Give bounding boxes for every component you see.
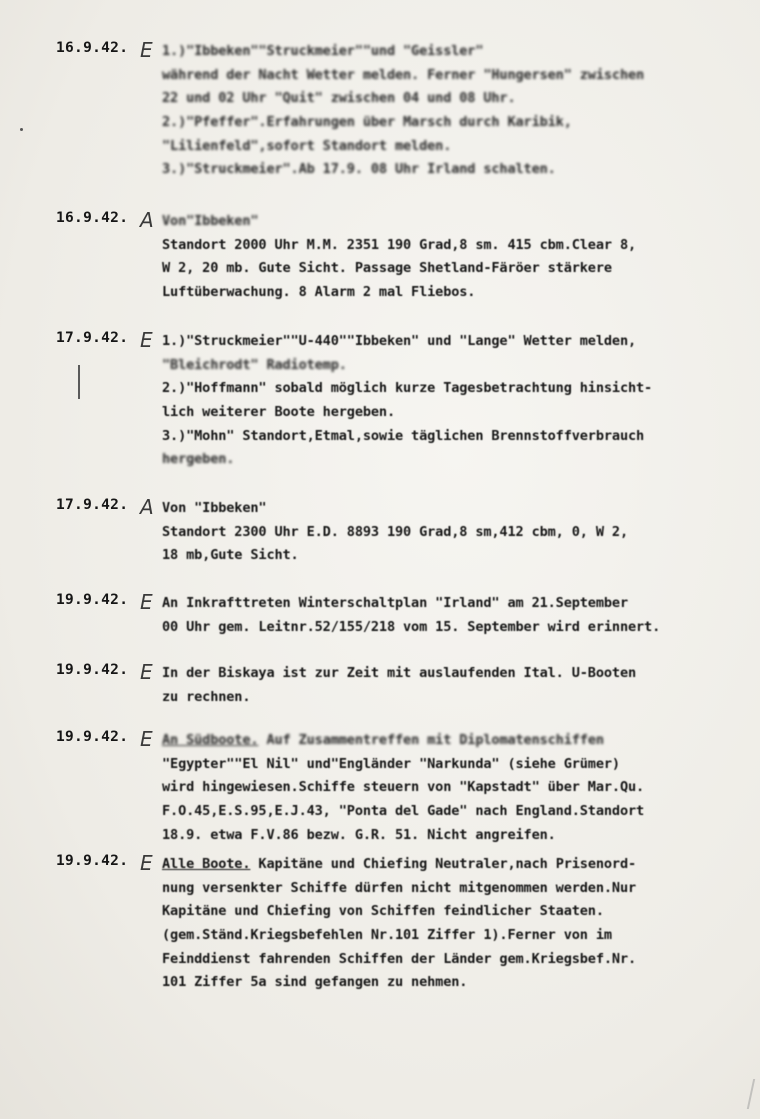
page-corner-fold: [727, 1079, 755, 1109]
entry-date: 16.9.42.: [56, 40, 129, 56]
text-line: während der Nacht Wetter melden. Ferner "Hungersen" zwischen: [162, 66, 645, 83]
text-line: 1.)"Struckmeier""U-440""Ibbeken" und "Lange" Wetter melden,: [162, 333, 637, 349]
entry-direction-mark: E: [140, 660, 153, 684]
entry-date: 16.9.42.: [56, 210, 129, 226]
underlined-addressee: Alle Boote.: [162, 856, 251, 872]
text-line: Alle Boote. Kapitäne und Chiefing Neutraler,nach Prisenord-: [162, 856, 637, 872]
text-line: 3.)"Mohn" Standort,Etmal,sowie täglichen Brennstoffverbrauch: [162, 427, 645, 444]
text-line: lich weiterer Boote hergeben.: [162, 404, 395, 421]
text-line: An Inkrafttreten Winterschaltplan "Irland" am 21.September: [162, 595, 628, 611]
text-line: 101 Ziffer 5a sind gefangen zu nehmen.: [162, 974, 468, 991]
entry-direction-mark: E: [140, 38, 153, 62]
entry-date: 19.9.42.: [56, 729, 129, 745]
text-line: Feinddienst fahrenden Schiffen der Länder gem.Kriegsbef.Nr.: [162, 950, 637, 967]
margin-dot: [20, 128, 23, 131]
text-line: zu rechnen.: [162, 688, 251, 705]
text-line: F.O.45,E.S.95,E.J.43, "Ponta del Gade" nach England.Standort: [162, 803, 645, 820]
entry-date: 19.9.42.: [56, 592, 129, 608]
text-line: "Egypter""El Nil" und"Engländer "Narkunda" (siehe Grümer): [162, 755, 620, 772]
entry-text: [162, 853, 756, 995]
entry-direction-mark: E: [140, 851, 153, 875]
entry-direction-mark: E: [140, 328, 153, 352]
text-line: Von "Ibbeken": [162, 500, 267, 516]
text-line: 2.)"Pfeffer".Erfahrungen über Marsch durch Karibik,: [162, 114, 572, 131]
text-line: 1.)"Ibbeken""Struckmeier""und "Geissler": [162, 43, 484, 59]
entry-text: [162, 497, 756, 568]
text-line: 18.9. etwa F.V.86 bezw. G.R. 51. Nicht angreifen.: [162, 826, 556, 843]
entry-text: [162, 592, 756, 639]
text-line: W 2, 20 mb. Gute Sicht. Passage Shetland-Färöer stärkere: [162, 260, 612, 277]
entry-date: 19.9.42.: [56, 853, 129, 869]
entry-text: [162, 330, 756, 472]
text-line: 18 mb,Gute Sicht.: [162, 547, 299, 564]
entry-direction-mark: E: [140, 727, 153, 751]
entry-direction-mark: A: [140, 208, 154, 232]
text-line: 2.)"Hoffmann" sobald möglich kurze Tagesbetrachtung hinsicht-: [162, 380, 653, 397]
text-line: Standort 2000 Uhr M.M. 2351 190 Grad,8 sm. 415 cbm.Clear 8,: [162, 236, 637, 253]
text-line: Luftüberwachung. 8 Alarm 2 mal Fliebos.: [162, 284, 476, 301]
entry-text: [162, 662, 756, 709]
entry-date: 17.9.42.: [56, 497, 129, 513]
entry-text: [162, 210, 756, 305]
entry-text: [162, 729, 756, 847]
text-line: wird hingewiesen.Schiffe steuern von "Kapstadt" über Mar.Qu.: [162, 779, 645, 796]
text-line: 00 Uhr gem. Leitnr.52/155/218 vom 15. September wird erinnert.: [162, 618, 661, 635]
entry-direction-mark: A: [140, 495, 154, 519]
text-line: 3.)"Struckmeier".Ab 17.9. 08 Uhr Irland schalten.: [162, 161, 556, 178]
text-line: Standort 2300 Uhr E.D. 8893 190 Grad,8 sm,412 cbm, 0, W 2,: [162, 523, 628, 540]
entry-date: 17.9.42.: [56, 330, 129, 346]
text-line: (gem.Ständ.Kriegsbefehlen Nr.101 Ziffer 1).Ferner von im: [162, 927, 612, 944]
entry-text: [162, 40, 756, 182]
text-line: "Lilienfeld",sofort Standort melden.: [162, 137, 452, 154]
text-line: "Bleichrodt" Radiotemp.: [162, 356, 347, 373]
entry-direction-mark: E: [140, 590, 153, 614]
text-line: An Südboote. Auf Zusammentreffen mit Diplomatenschiffen: [162, 732, 604, 748]
underlined-addressee: An Südboote.: [162, 732, 259, 748]
margin-pencil-line: [78, 365, 80, 399]
entry-date: 19.9.42.: [56, 662, 129, 678]
text-line: Von"Ibbeken": [162, 213, 259, 229]
text-line: hergeben.: [162, 451, 235, 468]
text-line: In der Biskaya ist zur Zeit mit auslaufenden Ital. U-Booten: [162, 665, 637, 681]
text-line: nung versenkter Schiffe dürfen nicht mitgenommen werden.Nur: [162, 879, 637, 896]
text-line: 22 und 02 Uhr "Quit" zwischen 04 und 08 Uhr.: [162, 90, 516, 107]
text-line: Kapitäne und Chiefing von Schiffen feindlicher Staaten.: [162, 903, 604, 920]
